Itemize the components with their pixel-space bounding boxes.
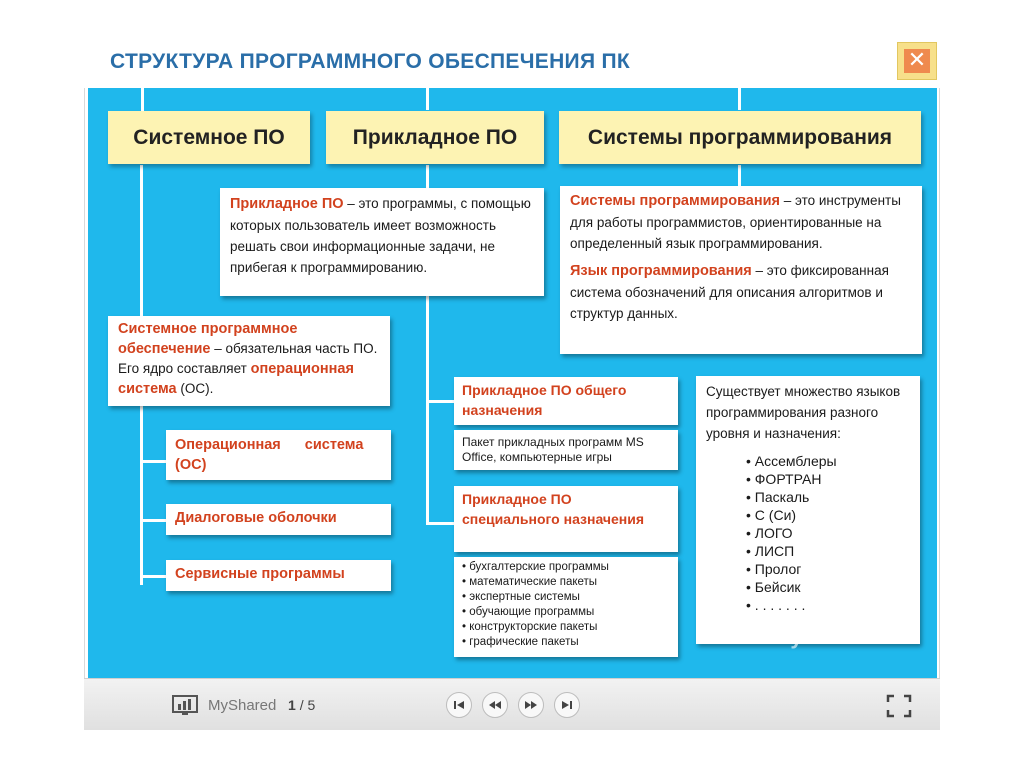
special-purpose-list [454, 557, 678, 657]
list-item: • Пролог [746, 561, 802, 577]
general-purpose-header [454, 377, 678, 425]
connector-applied-branch-1 [426, 400, 456, 403]
programming-def-text: – это инструменты для работы программистов, ориентированные на определенный язык программирования. [570, 193, 901, 251]
list-item: • конструкторские пакеты [462, 621, 598, 633]
programming-language-def-block [570, 260, 912, 324]
special-purpose-header [454, 486, 678, 552]
applied-software-definition [220, 188, 544, 296]
fullscreen-button[interactable] [886, 694, 912, 718]
connector-system-branch-2 [140, 519, 168, 522]
system-def-text: – обязательная часть ПО. Его ядро составляет [118, 341, 378, 376]
system-item-shells-label: Диалоговые оболочки [175, 510, 337, 526]
system-item-utilities-label: Сервисные программы [175, 566, 345, 582]
connector-system-branch-1 [140, 460, 168, 463]
programming-systems-definition [560, 186, 922, 354]
page-current: 1 [288, 697, 296, 713]
language-def-text: – это фиксированная система обозначений для описания алгоритмов и структур данных. [570, 263, 889, 321]
list-item: • Ассемблеры [746, 453, 837, 469]
system-item-os [166, 430, 391, 480]
connector-applied-branch-2 [426, 522, 456, 525]
next-slide-button[interactable] [518, 692, 544, 718]
list-item: • . . . . . . . [746, 597, 806, 613]
fullscreen-icon [886, 694, 912, 718]
first-slide-button[interactable] [446, 692, 472, 718]
programming-def-term: Системы программирования [570, 193, 780, 209]
connector-top-applied [426, 88, 429, 110]
category-system-software: Системное ПО [108, 111, 310, 164]
rewind-icon [488, 700, 502, 710]
last-icon [561, 700, 573, 710]
list-item: • C (Си) [746, 507, 797, 523]
page-total: / 5 [299, 697, 316, 713]
languages-box [696, 376, 920, 644]
languages-list [706, 452, 910, 614]
list-item: • ЛОГО [746, 525, 793, 541]
list-item: • бухгалтерские программы [462, 561, 609, 573]
system-def-term: Системное программное обеспечение [118, 321, 298, 357]
list-item: • ФОРТРАН [746, 471, 822, 487]
language-def-term: Язык программирования [570, 263, 752, 279]
applied-def-term: Прикладное ПО [230, 196, 344, 212]
category-applied-software: Прикладное ПО [326, 111, 544, 164]
system-item-os-label: Операционная система (ОС) [175, 437, 364, 473]
system-item-utilities [166, 560, 391, 591]
general-purpose-description [454, 430, 678, 470]
applied-def-text: – это программы, с помощью которых пользователь имеет возможность решать свои информационные задачи, не прибегая к программированию. [230, 196, 531, 275]
system-item-shells [166, 504, 391, 535]
list-item: • Паскаль [746, 489, 810, 505]
close-icon: ✕ [904, 49, 930, 73]
programming-def-block-1 [570, 190, 912, 254]
last-slide-button[interactable] [554, 692, 580, 718]
list-item: • обучающие программы [462, 606, 595, 618]
forward-icon [524, 700, 538, 710]
slide-title: СТРУКТУРА ПРОГРАММНОГО ОБЕСПЕЧЕНИЯ ПК [110, 50, 630, 73]
category-programming-systems: Системы программирования [559, 111, 921, 164]
list-item: • Бейсик [746, 579, 801, 595]
watermark: MyShared [772, 624, 878, 649]
special-purpose-label: Прикладное ПО специального назначения [462, 491, 645, 527]
list-item: • графические пакеты [462, 636, 579, 648]
connector-top-system [141, 88, 144, 112]
close-button[interactable] [897, 42, 937, 80]
prev-slide-button[interactable] [482, 692, 508, 718]
first-icon [453, 700, 465, 710]
list-item: • ЛИСП [746, 543, 795, 559]
list-item: • экспертные системы [462, 591, 580, 603]
languages-intro: Существует множество языков программирования разного уровня и назначения: [706, 384, 901, 441]
list-item: • математические пакеты [462, 576, 598, 588]
page-indicator [288, 697, 315, 713]
system-software-definition [108, 316, 390, 406]
presentation-icon[interactable] [172, 694, 198, 716]
connector-top-programming [738, 88, 741, 110]
general-purpose-label: Прикладное ПО общего назначения [462, 382, 627, 418]
connector-system-branch-3 [140, 575, 168, 578]
general-purpose-desc: Пакет прикладных программ MS Office, компьютерные игры [462, 435, 644, 464]
system-def-os-term: операционная система [118, 361, 354, 397]
system-def-text-end: (ОС). [176, 381, 214, 396]
footer-brand[interactable]: MyShared [208, 697, 277, 714]
